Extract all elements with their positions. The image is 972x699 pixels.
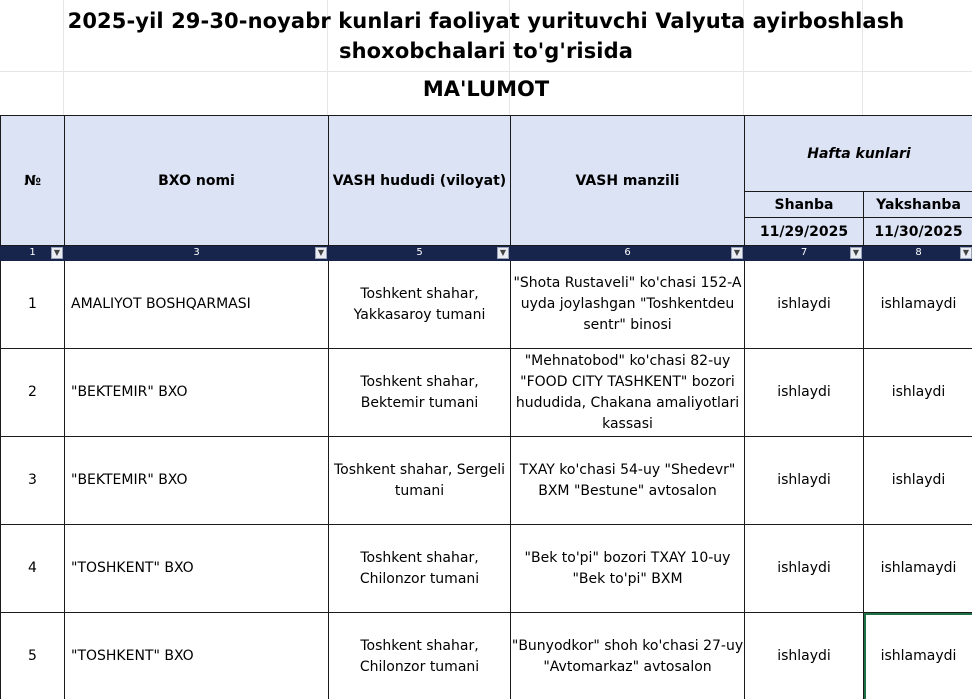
cell-num[interactable]: 1 bbox=[1, 261, 65, 349]
cell-saturday-status[interactable]: ishlaydi bbox=[745, 349, 864, 437]
header-office-name[interactable]: BXO nomi bbox=[65, 116, 329, 246]
filter-dropdown-icon[interactable]: ▼ bbox=[731, 247, 743, 259]
filter-cell: 8 ▼ bbox=[864, 246, 972, 261]
cell-address[interactable]: "Bek to'pi" bozori TXAY 10-uy "Bek to'pi" BXM bbox=[511, 525, 745, 613]
cell-address[interactable]: "Bunyodkor" shoh ko'chasi 27-uy "Avtomarkaz" avtosalon bbox=[511, 613, 745, 699]
cell-office-name[interactable]: "TOSHKENT" BXO bbox=[65, 613, 329, 699]
filter-row bbox=[1, 246, 972, 261]
sheet-subtitle: MA'LUMOT bbox=[422, 77, 550, 101]
table-row bbox=[1, 349, 972, 437]
filter-dropdown-icon[interactable]: ▼ bbox=[960, 247, 972, 259]
cell-region[interactable]: Toshkent shahar, Chilonzor tumani bbox=[329, 525, 511, 613]
cell-saturday-status[interactable]: ishlaydi bbox=[745, 613, 864, 699]
cell-region[interactable]: Toshkent shahar, Bektemir tumani bbox=[329, 349, 511, 437]
title-line-2: shoxobchalari to'g'risida bbox=[339, 39, 633, 63]
filter-cell: 7 ▼ bbox=[745, 246, 864, 261]
cell-region[interactable]: Toshkent shahar, Sergeli tumani bbox=[329, 437, 511, 525]
sheet-title bbox=[0, 6, 972, 66]
header-address[interactable]: VASH manzili bbox=[511, 116, 745, 246]
filter-dropdown-icon[interactable]: ▼ bbox=[51, 247, 63, 259]
cell-num[interactable]: 4 bbox=[1, 525, 65, 613]
filter-cell: 3 ▼ bbox=[65, 246, 329, 261]
sheet-title-area bbox=[0, 0, 972, 115]
filter-cell: 1 ▼ bbox=[1, 246, 65, 261]
cell-saturday-status[interactable]: ishlaydi bbox=[745, 261, 864, 349]
cell-office-name[interactable]: "BEKTEMIR" BXO bbox=[65, 437, 329, 525]
filter-cell: 6 ▼ bbox=[511, 246, 745, 261]
cell-region[interactable]: Toshkent shahar, Yakkasaroy tumani bbox=[329, 261, 511, 349]
cell-office-name[interactable]: AMALIYOT BOSHQARMASI bbox=[65, 261, 329, 349]
header-weekdays[interactable]: Hafta kunlari bbox=[745, 116, 972, 192]
header-num[interactable]: № bbox=[1, 116, 65, 246]
cell-region[interactable]: Toshkent shahar, Chilonzor tumani bbox=[329, 613, 511, 699]
filter-dropdown-icon[interactable]: ▼ bbox=[850, 247, 862, 259]
filter-dropdown-icon[interactable]: ▼ bbox=[497, 247, 509, 259]
cell-saturday-status[interactable]: ishlaydi bbox=[745, 437, 864, 525]
header-date-saturday[interactable]: 11/29/2025 bbox=[745, 218, 864, 246]
cell-num[interactable]: 3 bbox=[1, 437, 65, 525]
table-row bbox=[1, 261, 972, 349]
cell-sunday-status[interactable]: ishlaydi bbox=[864, 349, 972, 437]
cell-num[interactable]: 2 bbox=[1, 349, 65, 437]
title-line-1: 2025-yil 29-30-noyabr kunlari faoliyat yurituvchi Valyuta ayirboshlash bbox=[67, 9, 905, 33]
cell-num[interactable]: 5 bbox=[1, 613, 65, 699]
cell-address[interactable]: TXAY ko'chasi 54-uy "Shedevr" BXM "Bestune" avtosalon bbox=[511, 437, 745, 525]
cell-sunday-status[interactable]: ishlamaydi bbox=[864, 525, 972, 613]
table-row bbox=[1, 613, 972, 699]
cell-office-name[interactable]: "TOSHKENT" BXO bbox=[65, 525, 329, 613]
exchange-offices-table bbox=[0, 115, 972, 699]
header-sunday[interactable]: Yakshanba bbox=[864, 192, 972, 218]
cell-saturday-status[interactable]: ishlaydi bbox=[745, 525, 864, 613]
filter-dropdown-icon[interactable]: ▼ bbox=[315, 247, 327, 259]
cell-sunday-status-selected[interactable]: ishlamaydi bbox=[864, 613, 972, 699]
header-date-sunday[interactable]: 11/30/2025 bbox=[864, 218, 972, 246]
cell-office-name[interactable]: "BEKTEMIR" BXO bbox=[65, 349, 329, 437]
filter-cell: 5 ▼ bbox=[329, 246, 511, 261]
table-row bbox=[1, 525, 972, 613]
table-row bbox=[1, 437, 972, 525]
header-saturday[interactable]: Shanba bbox=[745, 192, 864, 218]
cell-sunday-status[interactable]: ishlamaydi bbox=[864, 261, 972, 349]
header-region[interactable]: VASH hududi (viloyat) bbox=[329, 116, 511, 246]
cell-address[interactable]: "Mehnatobod" ko'chasi 82-uy "FOOD CITY TASHKENT" bozori hududida, Chakana amaliyotlari kassasi bbox=[511, 349, 745, 437]
cell-sunday-status[interactable]: ishlaydi bbox=[864, 437, 972, 525]
cell-address[interactable]: "Shota Rustaveli" ko'chasi 152-A uyda joylashgan "Toshkentdeu sentr" binosi bbox=[511, 261, 745, 349]
